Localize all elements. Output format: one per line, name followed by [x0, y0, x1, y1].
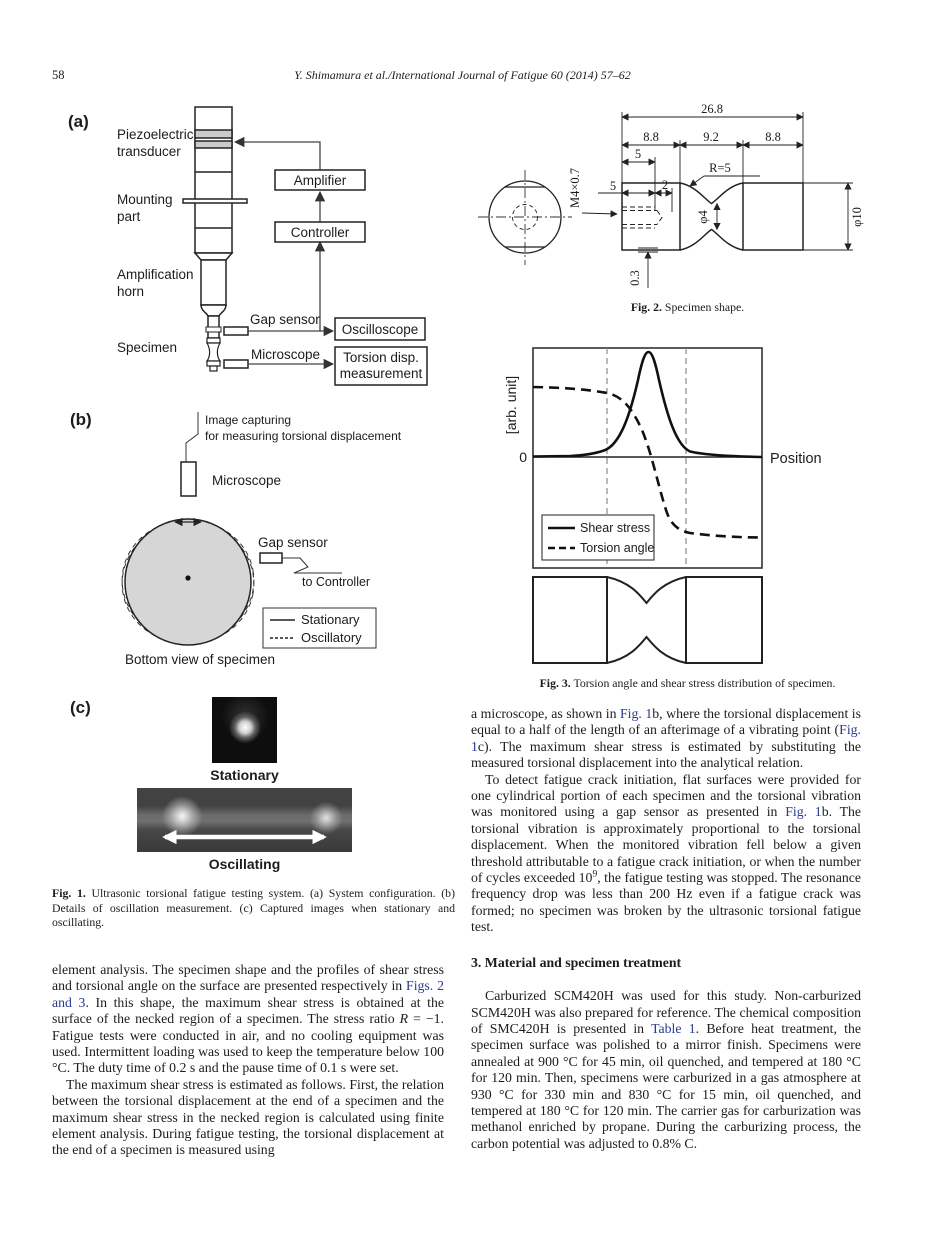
fig2-caption — [480, 300, 895, 315]
torsion-box-label1: Torsion disp. — [343, 350, 419, 365]
specimen-end-view — [478, 170, 572, 265]
stationary-afterimage-photo — [212, 697, 277, 763]
gap-sensor-symbol — [260, 553, 282, 563]
dim-total: 26.8 — [701, 102, 723, 116]
legend-shear-label: Shear stress — [580, 521, 651, 535]
thread-dim-label: M4×0.7 — [568, 167, 582, 209]
text-run: = −1. Fatigue tests were conducted in air, and no cooling equipment was used. Intermittent loading was used to keep the temperature below 100 °C. The duty time of 0.2 s and the pause time of 0.1 s were set. — [52, 1011, 444, 1076]
text-run: Specimen shape. — [661, 300, 745, 314]
text-run: Ultrasonic torsional fatigue testing system. (a) System configuration. (b) Details of oscillation measurement. (c) Captured images when stationary and oscillating. — [52, 886, 455, 930]
fig3-caption — [480, 676, 895, 691]
oscillating-photo-label: Oscillating — [208, 856, 281, 872]
dim-radius: R=5 — [709, 161, 731, 175]
left-column — [52, 962, 444, 1159]
legend-torsion-label: Torsion angle — [580, 541, 655, 555]
cross-ref-link[interactable]: Table 1 — [651, 1020, 696, 1036]
gap-sensor-label: Gap sensor — [250, 312, 320, 327]
specimen-label: Specimen — [117, 340, 178, 355]
horn-label-1: Amplification — [117, 267, 194, 282]
dim-seg3: 8.8 — [765, 130, 781, 144]
dim-seg1: 8.8 — [643, 130, 659, 144]
capture-label-1: Image capturing — [205, 413, 292, 427]
dim-five-top: 5 — [634, 147, 642, 161]
text-run: Fig. 2. — [630, 300, 662, 314]
capture-leader-line — [186, 412, 198, 462]
right-column — [471, 706, 861, 1152]
fig3-ylabel: [arb. unit] — [503, 375, 519, 435]
text-run: . Before heat treatment, the specimen surface was polished to a mirror finish. Specimens were annealed at 900 °C for 45 min, oil quenched, and tempered at 180 °C for 120 min. Then, specimens were carburized in a gas atmosphere at 930 °C for 330 min and 830 °C for 15 min, oil quenched, and tempered at 180 °C for 120 min. The carrier gas for carburization was methanol enriched by propane. During the carburizing process, the carbon potential was adjusted to 0.8% C. — [471, 1020, 861, 1151]
text-run: b, where the torsional displacement is equal to a half of the length of an afterimage of a vibrating point ( — [471, 706, 861, 738]
fig1a-system-diagram — [52, 100, 457, 392]
text-run: Torsion angle and shear stress distribution of specimen. — [570, 676, 836, 690]
dim-flat: 0.3 — [628, 270, 642, 286]
specimen-bottom-view — [112, 510, 263, 653]
sensor-boxes — [224, 327, 248, 368]
text-run: a microscope, as shown in — [471, 706, 620, 721]
fig3-xlabel: Position — [770, 451, 822, 467]
threaded-hole-hidden-lines — [622, 207, 662, 228]
microscope-symbol — [181, 462, 196, 496]
fig1b-panel-label: (b) — [70, 410, 92, 429]
dimension-lines — [598, 112, 853, 288]
text-run: . In this shape, the maximum shear stress is obtained at the surface of the necked region of a specimen. The stress ratio — [52, 994, 444, 1027]
fig1b-gap-sensor-label: Gap sensor — [258, 535, 328, 550]
text-run: b. The torsional vibration is approximately proportional to the torsional displacement. When the monitored vibration fell below a given threshold attributable to a fatigue crack initiation, or when the number of cycles exceeded 10 — [471, 804, 862, 886]
section-heading: 3. Material and specimen treatment — [471, 954, 682, 970]
fig1a-panel-label: (a) — [68, 112, 89, 131]
horn-label-2: horn — [117, 284, 145, 299]
bottom-view-caption: Bottom view of specimen — [125, 652, 276, 667]
dim-seg2: 9.2 — [703, 130, 719, 144]
controller-leader-line — [282, 558, 342, 573]
fig1b-legend — [263, 608, 376, 648]
microscope-label: Microscope — [251, 347, 321, 362]
dim-phi10: φ10 — [850, 207, 864, 227]
body-paragraph — [52, 1077, 444, 1159]
dim-phi4: φ4 — [696, 210, 710, 224]
text-run: element analysis. The specimen shape and the profiles of shear stress and torsional angle on the surface are presented respectively in — [52, 962, 444, 994]
oscilloscope-box-label: Oscilloscope — [341, 322, 419, 337]
piezo-label-2: transducer — [117, 144, 181, 159]
text-run: Carburized SCM420H was used for this study. Non-carburized SCM420H was also prepared for reference. The chemical composition of SMC420H is presented in — [471, 988, 861, 1036]
oscillation-extent-arrow — [137, 788, 352, 852]
to-controller-label: to Controller — [302, 575, 371, 589]
text-run: R — [399, 1011, 409, 1027]
text-run: Fig. 1. — [52, 886, 86, 900]
fig3-zero-label: 0 — [519, 449, 527, 465]
fig3-legend — [542, 515, 654, 560]
running-header: Y. Shimamura et al./International Journal of Fatigue 60 (2014) 57–62 — [294, 68, 631, 82]
mount-label-2: part — [117, 209, 141, 224]
oscillating-afterimage-photo — [137, 788, 352, 852]
cross-ref-link[interactable]: Fig. 1 — [471, 722, 861, 754]
text-run: To detect fatigue crack initiation, flat surfaces were provided for one cylindrical portion of each specimen and the torsional vibration was monitored using a gap sensor as presented in — [471, 771, 861, 820]
text-run: , the fatigue testing was stopped. The resonance frequency drop was less than 200 Hz even if a fatigue crack was formed; no specimen was broken by the ultrasonic torsional fatigue test. — [471, 870, 861, 935]
dim-five-side: 5 — [609, 179, 617, 193]
piezo-label-1: Piezoelectric — [117, 127, 194, 142]
legend-oscillatory-label: Oscillatory — [301, 630, 362, 645]
thread-leader — [582, 213, 617, 214]
legend-stationary-label: Stationary — [301, 612, 360, 627]
fig2-specimen-drawing — [470, 100, 920, 296]
fig3-distribution-plot — [480, 330, 910, 675]
body-paragraph — [471, 772, 861, 936]
body-paragraph — [471, 988, 861, 1152]
fig1c-captured-images — [52, 690, 457, 875]
mount-label-1: Mounting — [117, 192, 173, 207]
cross-ref-link[interactable]: Fig. 1 — [785, 804, 822, 820]
controller-box-label: Controller — [290, 225, 350, 240]
fig1-caption — [52, 886, 455, 930]
capture-label-2: for measuring torsional displacement — [205, 429, 402, 443]
text-run: 9 — [592, 868, 598, 880]
text-run: The maximum shear stress is estimated as follows. First, the relation between the torsional displacement at the end of a specimen and the maximum shear stress in the necked region is calculated using finite element analysis. During fatigue testing, the torsional displacement at the end of a specimen is measured using — [52, 1076, 444, 1158]
text-run: Fig. 3. — [539, 676, 571, 690]
fig1b-microscope-label: Microscope — [212, 473, 282, 488]
fig1b-oscillation-diagram — [52, 390, 452, 682]
cross-ref-link[interactable]: Figs. 2 and 3 — [52, 978, 444, 1010]
stationary-photo-label: Stationary — [210, 767, 279, 783]
body-paragraph — [52, 962, 444, 1077]
page-number: 58 — [52, 68, 65, 82]
specimen-silhouette — [533, 577, 762, 663]
cross-ref-link[interactable]: Fig. 1 — [619, 706, 653, 721]
text-run: c). The maximum shear stress is estimated by substituting the measured torsional displacement into the analytical relation. — [471, 738, 861, 771]
amplifier-box-label: Amplifier — [293, 173, 347, 188]
body-paragraph — [471, 706, 861, 772]
torsion-box-label2: measurement — [339, 366, 423, 381]
dim-two: 2 — [661, 178, 669, 192]
fig1c-panel-label: (c) — [70, 698, 91, 717]
shear-stress-curve — [533, 352, 762, 457]
